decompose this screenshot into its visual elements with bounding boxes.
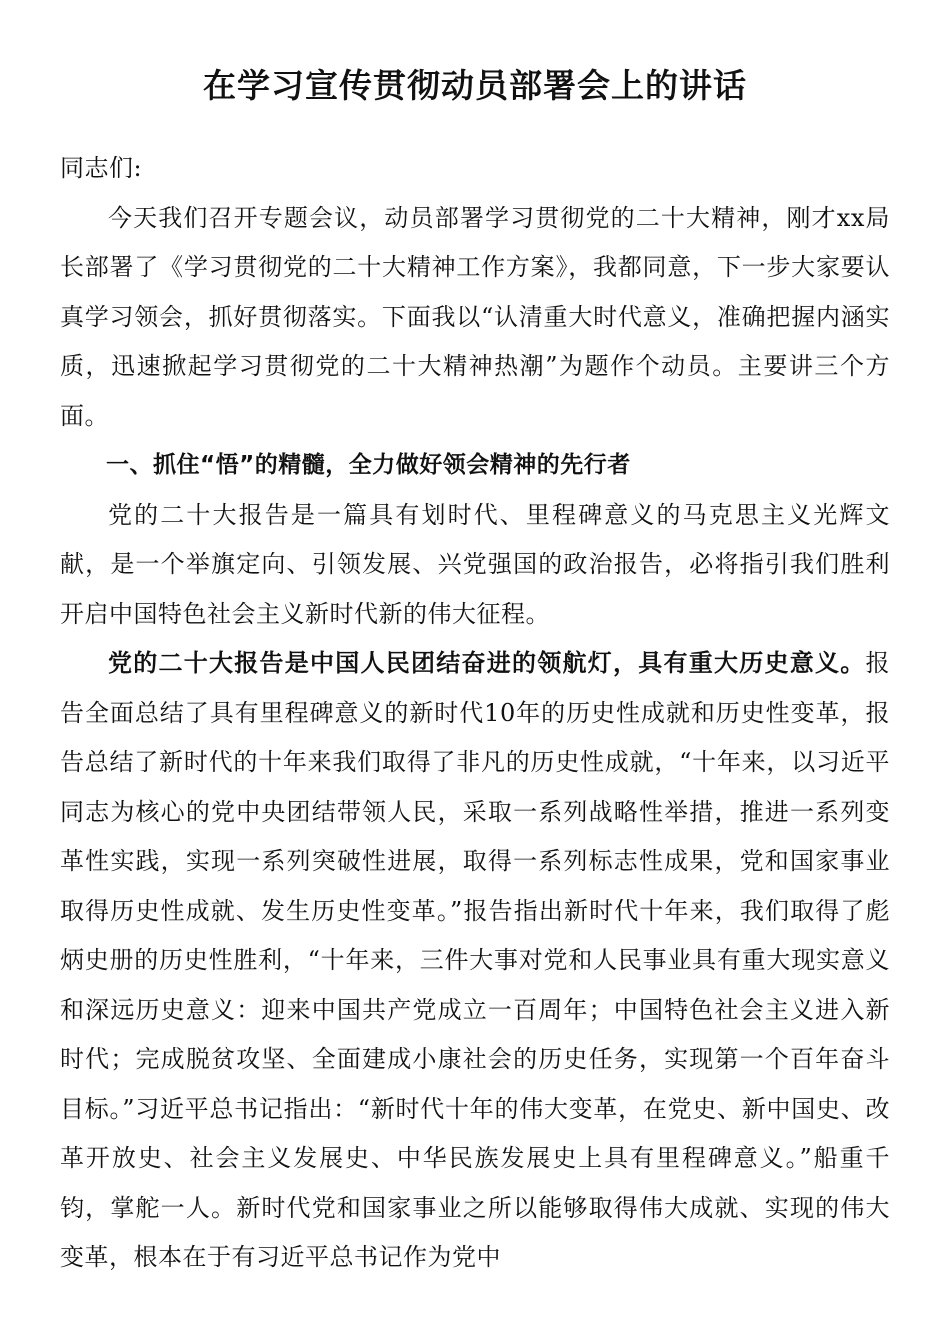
section1-paragraph-1: 党的二十大报告是一篇具有划时代、里程碑意义的马克思主义光辉文献，是一个举旗定向、引领发展、兴党强国的政治报告，必将指引我们胜利开启中国特色社会主义新时代新的伟大征程。 — [60, 500, 890, 628]
document-page — [60, 0, 890, 1283]
document-title: 在学习宣传贯彻动员部署会上的讲话 — [203, 66, 747, 105]
intro-paragraph: 今天我们召开专题会议，动员部署学习贯彻党的二十大精神，刚才xx局长部署了《学习贯彻党的二十大精神工作方案》，我都同意，下一步大家要认真学习领会，抓好贯彻落实。下面我以“认清重大时代意义，准确把握内涵实质，迅速掀起学习贯彻党的二十大精神热潮”为题作个动员。主要讲三个方面。 — [60, 203, 890, 430]
paragraph-lead-sentence: 党的二十大报告是中国人民团结奋进的领航灯，具有重大历史意义。 — [108, 649, 866, 677]
paragraph-body-text: 报告全面总结了具有里程碑意义的新时代10年的历史性成就和历史性变革，报告总结了新时代的十年来我们取得了非凡的历史性成就，“十年来，以习近平同志为核心的党中央团结带领人民，采取一系列战略性举措，推进一系列变革性实践，实现一系列突破性进展，取得一系列标志性成果，党和国家事业取得历史性成就、发生历史性变革。”报告指出新时代十年来，我们取得了彪炳史册的历史性胜利，“十年来，三件大事对党和人民事业具有重大现实意义和深远历史意义：迎来中国共产党成立一百周年；中国特色社会主义进入新时代；完成脱贫攻坚、全面建成小康社会的历史任务，实现第一个百年奋斗目标。”习近平总书记指出：“新时代十年的伟大变革，在党史、新中国史、改革开放史、社会主义发展史、中华民族发展史上具有里程碑意义。”船重千钧，掌舵一人。新时代党和国家事业之所以能够取得伟大成就、实现的伟大变革，根本在于有习近平总书记作为党中 — [60, 649, 890, 1271]
salutation: 同志们: — [60, 154, 143, 182]
section-heading-1: 一、抓住“悟”的精髓，全力做好领会精神的先行者 — [106, 452, 631, 478]
section1-paragraph-2 — [60, 639, 890, 1283]
